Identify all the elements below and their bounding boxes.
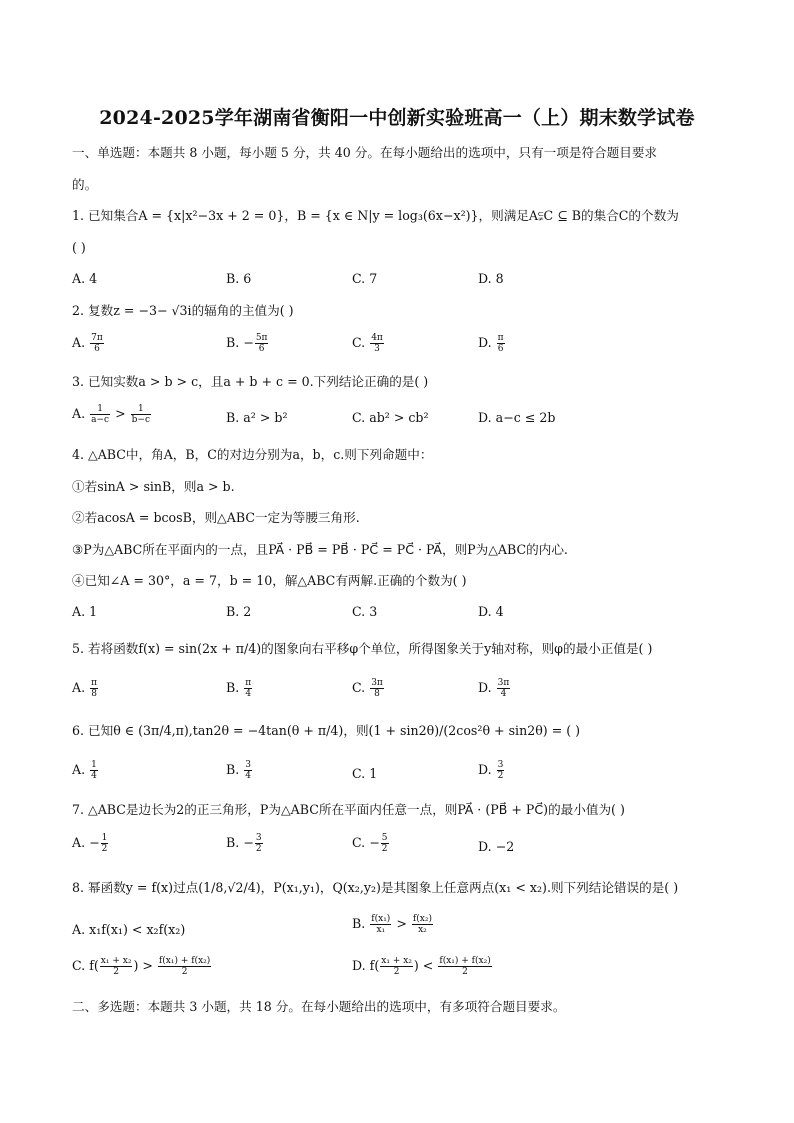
option-label: A. [72, 335, 90, 350]
frac-denominator: 2 [113, 967, 119, 977]
frac-numerator: 3π [371, 678, 383, 688]
q3-option-a-frac2 [131, 404, 151, 425]
frac-numerator: f(x₁) + f(x₂) [158, 956, 211, 966]
q3-stem: 3. 已知实数a > b > c，且a + b + c = 0.下列结论正确的是( ) [72, 374, 429, 389]
frac-numerator: 4π [371, 333, 383, 343]
frac-denominator: 3 [374, 344, 380, 354]
q2-option-c [352, 333, 385, 354]
q3-option-a-label: A. [72, 406, 86, 421]
q6-option-a [72, 760, 99, 781]
option-fraction [255, 833, 263, 854]
exam-title: 2024-2025学年湖南省衡阳一中创新实验班高一（上）期末数学试卷 [99, 107, 695, 129]
section2-header: 二、多选题：本题共 3 小题，共 18 分。在每小题给出的选项中，有多项符合题目要求。 [72, 999, 566, 1014]
option-label: A. [72, 835, 90, 850]
q8-option-d [352, 956, 493, 977]
option-label: B. [226, 762, 244, 777]
section1-header: 一、单选题：本题共 8 小题，每小题 5 分，共 40 分。在每小题给出的选项中，只有一项是符合题目要求 [72, 145, 658, 160]
frac-numerator: f(x₁) [371, 914, 391, 924]
option-label: D. [478, 680, 496, 695]
q3-option-a-frac1 [90, 404, 110, 425]
option-value: −2 [495, 839, 515, 854]
frac-numerator: 1 [90, 404, 110, 415]
option-sign: − [369, 835, 380, 850]
frac-denominator: 2 [101, 844, 108, 854]
q4-option-a: A. 1 [72, 604, 98, 619]
option-fraction [101, 833, 109, 854]
option-label: B. [226, 335, 244, 350]
q8-option-d-mid: ) < [413, 958, 434, 973]
q8-option-c-frac2 [158, 956, 211, 977]
frac-numerator: f(x₁) + f(x₂) [439, 956, 491, 966]
q6-option-d [478, 760, 505, 781]
frac-denominator: 6 [258, 344, 265, 354]
q8-option-b [352, 914, 434, 935]
frac-numerator: 1 [101, 833, 108, 843]
option-fraction [244, 760, 252, 781]
q1-option-d: D. 8 [478, 271, 504, 286]
q6-stem: 6. 已知θ ∈ (3π/4,π),tan2θ = −4tan(θ + π/4)，则(1 + sin2θ)/(2cos²θ + sin2θ) = ( ) [72, 723, 581, 738]
q5-option-a [72, 678, 99, 699]
option-label: C. [352, 680, 370, 695]
q2-option-a [72, 333, 105, 354]
q7-option-d [478, 837, 514, 857]
q8-option-c-label: C. [72, 958, 86, 973]
q6-option-c [352, 764, 377, 784]
option-fraction [497, 333, 505, 354]
option-label: D. [478, 839, 496, 854]
q8-option-d-label: D. [352, 958, 366, 973]
q8-option-a: A. x₁f(x₁) < x₂f(x₂) [72, 922, 186, 937]
q4-statement-1: ①若sinA > sinB，则a > b. [72, 479, 235, 494]
option-fraction [370, 678, 384, 699]
q3-option-a-op: > [115, 406, 126, 421]
q4-stem: 4. △ABC中，角A，B，C的对边分别为a，b，c.则下列命题中： [72, 447, 433, 462]
frac-numerator: 3π [497, 678, 510, 688]
section1-header-cont: 的。 [72, 177, 98, 192]
option-fraction [497, 678, 511, 699]
frac-denominator: 6 [497, 344, 504, 354]
frac-numerator: 7π [91, 333, 103, 343]
option-fraction [90, 333, 104, 354]
frac-denominator: 8 [91, 689, 97, 699]
frac-denominator: 2 [255, 844, 262, 854]
q8-option-b-frac2 [412, 914, 433, 935]
frac-denominator: b−c [131, 415, 151, 425]
frac-numerator: π [497, 333, 504, 343]
q3-option-d: D. a−c ≤ 2b [478, 410, 556, 425]
frac-numerator: x₁ + x₂ [381, 956, 412, 966]
frac-numerator: 1 [91, 760, 97, 770]
frac-denominator: 2 [393, 967, 400, 977]
frac-numerator: π [91, 678, 98, 688]
q3-option-b: B. a² > b² [226, 410, 288, 425]
option-fraction [90, 678, 98, 699]
q5-stem: 5. 若将函数f(x) = sin(2x + π/4)的图象向右平移φ个单位，所得图象关于y轴对称，则φ的最小正值是( ) [72, 641, 653, 656]
q1-option-a: A. 4 [72, 271, 98, 286]
q8-option-c-mid: ) > [133, 958, 153, 973]
q8-option-c [72, 956, 212, 977]
frac-denominator: 4 [500, 689, 507, 699]
frac-denominator: 4 [91, 771, 97, 781]
q8-stem: 8. 幂函数y = f(x)过点(1/8,√2/4)，P(x₁,y₁)，Q(x₂,y₂)是其图象上任意两点(x₁ < x₂).则下列结论错误的是( ) [72, 880, 679, 895]
frac-numerator: 5π [255, 333, 268, 343]
option-fraction [90, 760, 98, 781]
frac-denominator: 2 [462, 967, 468, 977]
q4-option-b: B. 2 [226, 604, 252, 619]
q8-option-d-frac1 [380, 956, 413, 977]
frac-denominator: a−c [91, 415, 110, 425]
q2-option-b [226, 333, 269, 354]
option-fraction [497, 760, 505, 781]
frac-denominator: 2 [497, 771, 504, 781]
q7-stem: 7. △ABC是边长为2的正三角形，P为△ABC所在平面内任意一点，则PA⃗ · (PB⃗ + PC⃗)的最小值为( ) [72, 802, 625, 817]
q4-statement-4: ④已知∠A = 30°，a = 7，b = 10，解△ABC有两解.正确的个数为( ) [72, 573, 467, 588]
q4-option-d: D. 4 [478, 604, 504, 619]
q5-option-b [226, 678, 253, 699]
q8-option-d-frac2 [438, 956, 491, 977]
q1-stem: 1. 已知集合A = {x|x²−3x + 2 = 0}，B = {x ∈ N|y = log₃(6x−x²)}，则满足A⫋C ⊆ B的集合C的个数为 [72, 208, 679, 223]
q6-option-b [226, 760, 253, 781]
option-sign: − [243, 335, 254, 350]
q7-option-b [226, 833, 264, 854]
q3-option-a [72, 404, 152, 425]
q7-option-a [72, 833, 109, 854]
option-label: B. [226, 680, 244, 695]
frac-numerator: x₁ + x₂ [100, 956, 132, 966]
q8-option-d-pre: f( [369, 958, 380, 973]
option-label: A. [72, 762, 90, 777]
frac-denominator: 2 [381, 844, 388, 854]
frac-denominator: 4 [245, 771, 251, 781]
option-label: A. [72, 680, 90, 695]
option-label: C. [352, 335, 370, 350]
frac-numerator: 3 [255, 833, 262, 843]
q5-option-c [352, 678, 385, 699]
option-fraction [255, 333, 269, 354]
option-label: C. [352, 835, 370, 850]
frac-denominator: 8 [374, 689, 380, 699]
frac-denominator: 2 [181, 967, 188, 977]
frac-denominator: 6 [94, 344, 100, 354]
q4-statement-3: ③P为△ABC所在平面内的一点，且PA⃗ · PB⃗ = PB⃗ · PC⃗ = PC⃗ · PA⃗，则P为△ABC的内心. [72, 542, 568, 557]
frac-numerator: f(x₂) [412, 914, 432, 924]
option-fraction [381, 833, 389, 854]
q1-stem-cont: ( ) [72, 240, 86, 255]
frac-denominator: x₁ [376, 925, 386, 935]
q5-option-d [478, 678, 511, 699]
q8-option-c-pre: f( [89, 958, 99, 973]
option-sign: − [243, 835, 254, 850]
option-fraction [370, 333, 384, 354]
option-label: C. [352, 766, 370, 781]
q4-option-c: C. 3 [352, 604, 378, 619]
q7-option-c [352, 833, 390, 854]
frac-numerator: 1 [131, 404, 151, 415]
q1-option-c: C. 7 [352, 271, 378, 286]
q1-option-b: B. 6 [226, 271, 252, 286]
q8-option-b-op: > [396, 916, 407, 931]
option-label: D. [478, 762, 496, 777]
frac-numerator: 3 [497, 760, 504, 770]
frac-numerator: 3 [245, 760, 251, 770]
q2-stem: 2. 复数z = −3− √3i的辐角的主值为( ) [72, 303, 294, 318]
option-sign: − [89, 835, 100, 850]
option-label: B. [226, 835, 244, 850]
frac-numerator: π [245, 678, 252, 688]
frac-denominator: 4 [245, 689, 252, 699]
frac-numerator: 5 [381, 833, 388, 843]
q8-option-b-label: B. [352, 916, 366, 931]
option-label: D. [478, 335, 496, 350]
option-value: 1 [369, 766, 378, 781]
q4-statement-2: ②若acosA = bcosB，则△ABC一定为等腰三角形. [72, 510, 360, 525]
frac-denominator: x₂ [418, 925, 427, 935]
q2-option-d [478, 333, 506, 354]
q3-option-c: C. ab² > cb² [352, 410, 429, 425]
option-fraction [244, 678, 252, 699]
q8-option-c-frac1 [100, 956, 133, 977]
q8-option-b-frac1 [370, 914, 391, 935]
